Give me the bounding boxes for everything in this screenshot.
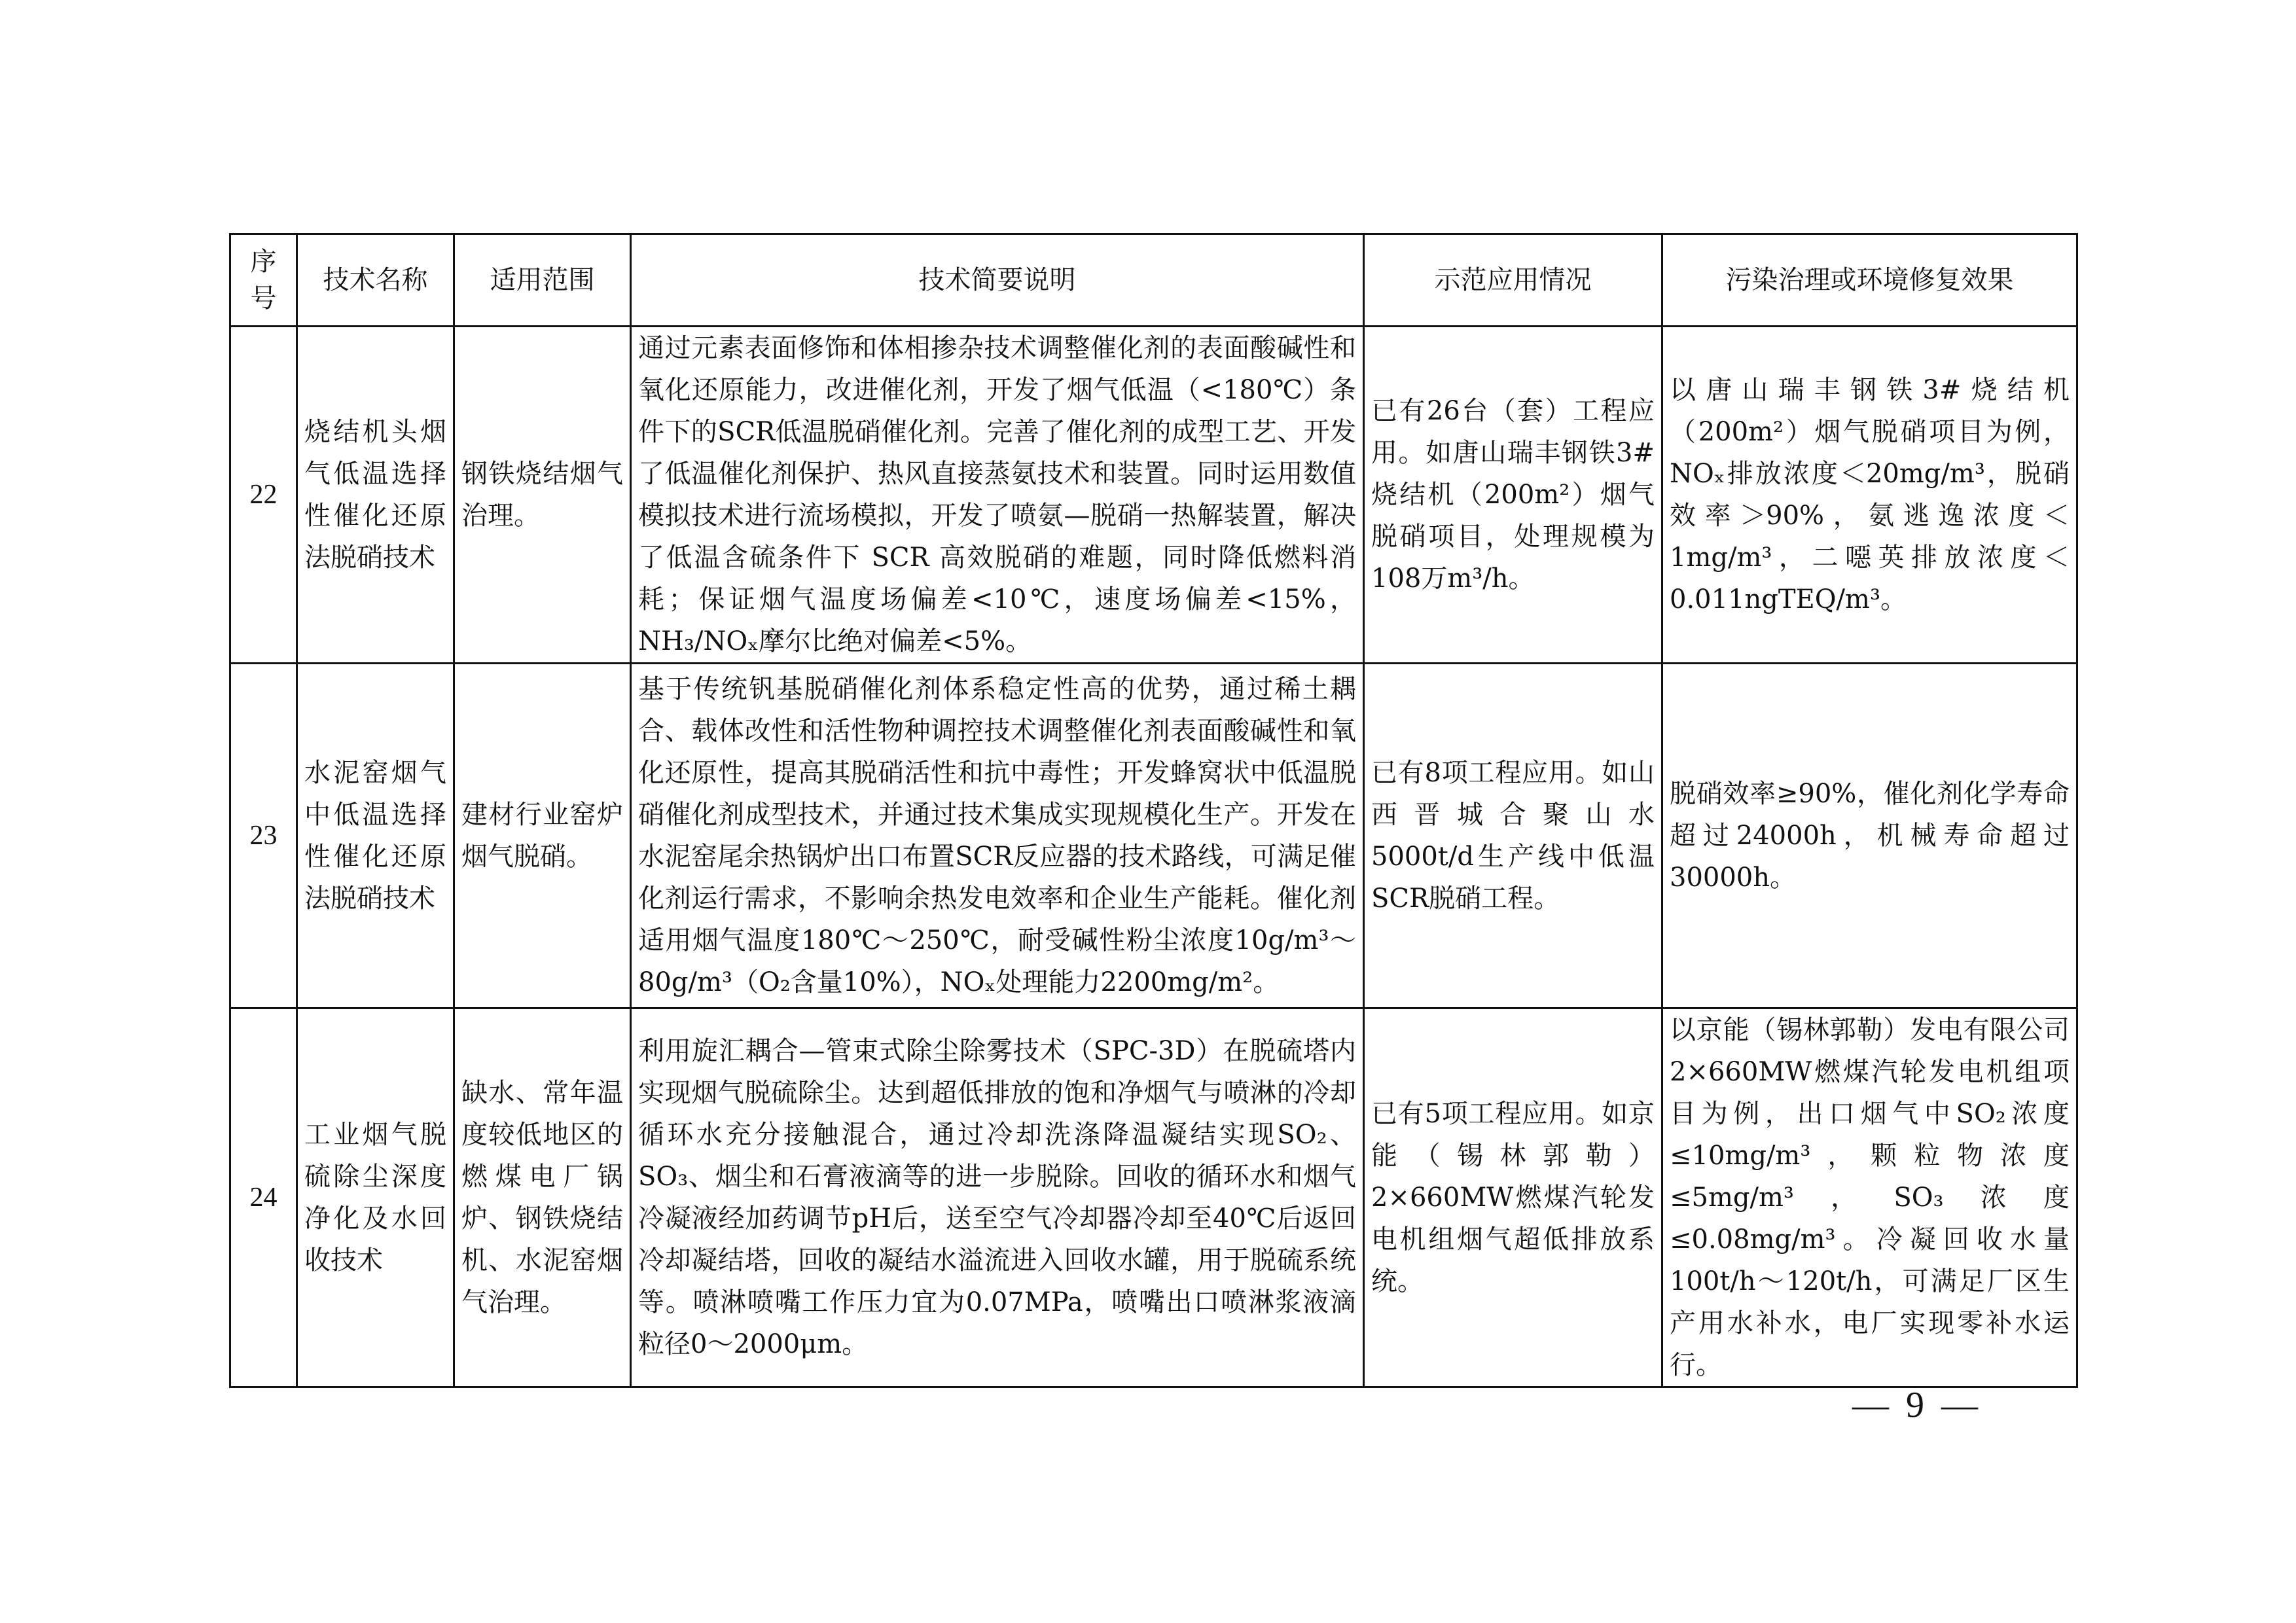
- row-num: 22: [230, 327, 297, 664]
- row-desc: 基于传统钒基脱硝催化剂体系稳定性高的优势，通过稀土耦合、载体改性和活性物种调控技术调整催化剂表面酸碱性和氧化还原性，提高其脱硝活性和抗中毒性；开发蜂窝状中低温脱硝催化剂成型技术，并通过技术集成实现规模化生产。开发在水泥窑尾余热锅炉出口布置SCR反应器的技术路线，可满足催化剂运行需求，不影响余热发电效率和企业生产能耗。催化剂适用烟气温度180℃～250℃，耐受碱性粉尘浓度10g/m³～80g/m³（O₂含量10%），NOₓ处理能力2200mg/m²。: [631, 664, 1364, 1008]
- table-row: [230, 327, 2077, 664]
- row-demo: 已有26台（套）工程应用。如唐山瑞丰钢铁3#烧结机（200m²）烟气脱硝项目，处理规模为108万m³/h。: [1364, 327, 1662, 664]
- row-name: 水泥窑烟气中低温选择性催化还原法脱硝技术: [297, 664, 454, 1008]
- table-row: [230, 1008, 2077, 1387]
- technology-table: [229, 233, 2078, 1388]
- table-header-row: [230, 234, 2077, 327]
- header-demo: 示范应用情况: [1364, 234, 1662, 327]
- header-num: 序 号: [230, 234, 297, 327]
- header-desc: 技术简要说明: [631, 234, 1364, 327]
- row-effect: 以唐山瑞丰钢铁3#烧结机（200m²）烟气脱硝项目为例，NOₓ排放浓度＜20mg/m³，脱硝效率＞90%，氨逃逸浓度＜1mg/m³，二噁英排放浓度＜0.011ngTEQ/m³。: [1662, 327, 2077, 664]
- row-demo: 已有8项工程应用。如山西晋城合聚山水5000t/d生产线中低温SCR脱硝工程。: [1364, 664, 1662, 1008]
- row-name: 烧结机头烟气低温选择性催化还原法脱硝技术: [297, 327, 454, 664]
- header-name: 技术名称: [297, 234, 454, 327]
- header-scope: 适用范围: [454, 234, 631, 327]
- row-effect: 脱硝效率≥90%，催化剂化学寿命超过24000h，机械寿命超过30000h。: [1662, 664, 2077, 1008]
- row-num: 23: [230, 664, 297, 1008]
- row-scope: 建材行业窑炉烟气脱硝。: [454, 664, 631, 1008]
- row-desc: 通过元素表面修饰和体相掺杂技术调整催化剂的表面酸碱性和氧化还原能力，改进催化剂，开发了烟气低温（<180℃）条件下的SCR低温脱硝催化剂。完善了催化剂的成型工艺、开发了低温催化剂保护、热风直接蒸氨技术和装置。同时运用数值模拟技术进行流场模拟，开发了喷氨—脱硝一热解装置，解决了低温含硫条件下 SCR 高效脱硝的难题，同时降低燃料消耗；保证烟气温度场偏差<10℃，速度场偏差<15%，NH₃/NOₓ摩尔比绝对偏差<5%。: [631, 327, 1364, 664]
- row-scope: 钢铁烧结烟气治理。: [454, 327, 631, 664]
- table-row: [230, 664, 2077, 1008]
- row-name: 工业烟气脱硫除尘深度净化及水回收技术: [297, 1008, 454, 1387]
- row-desc: 利用旋汇耦合—管束式除尘除雾技术（SPC-3D）在脱硫塔内实现烟气脱硫除尘。达到超低排放的饱和净烟气与喷淋的冷却循环水充分接触混合，通过冷却洗涤降温凝结实现SO₂、SO₃、烟尘和石膏液滴等的进一步脱除。回收的循环水和烟气冷凝液经加药调节pH后，送至空气冷却器冷却至40℃后返回冷却凝结塔，回收的凝结水溢流进入回收水罐，用于脱硫系统等。喷淋喷嘴工作压力宜为0.07MPa，喷嘴出口喷淋浆液滴粒径0～2000μm。: [631, 1008, 1364, 1387]
- page-number: — 9 —: [1852, 1385, 1982, 1425]
- row-demo: 已有5项工程应用。如京能（锡林郭勒）2×660MW燃煤汽轮发电机组烟气超低排放系统。: [1364, 1008, 1662, 1387]
- row-scope: 缺水、常年温度较低地区的燃煤电厂锅炉、钢铁烧结机、水泥窑烟气治理。: [454, 1008, 631, 1387]
- row-effect: 以京能（锡林郭勒）发电有限公司2×660MW燃煤汽轮发电机组项目为例，出口烟气中SO₂浓度≤10mg/m³，颗粒物浓度≤5mg/m³，SO₃浓度≤0.08mg/m³。冷凝回收水量100t/h～120t/h，可满足厂区生产用水补水，电厂实现零补水运行。: [1662, 1008, 2077, 1387]
- row-num: 24: [230, 1008, 297, 1387]
- header-effect: 污染治理或环境修复效果: [1662, 234, 2077, 327]
